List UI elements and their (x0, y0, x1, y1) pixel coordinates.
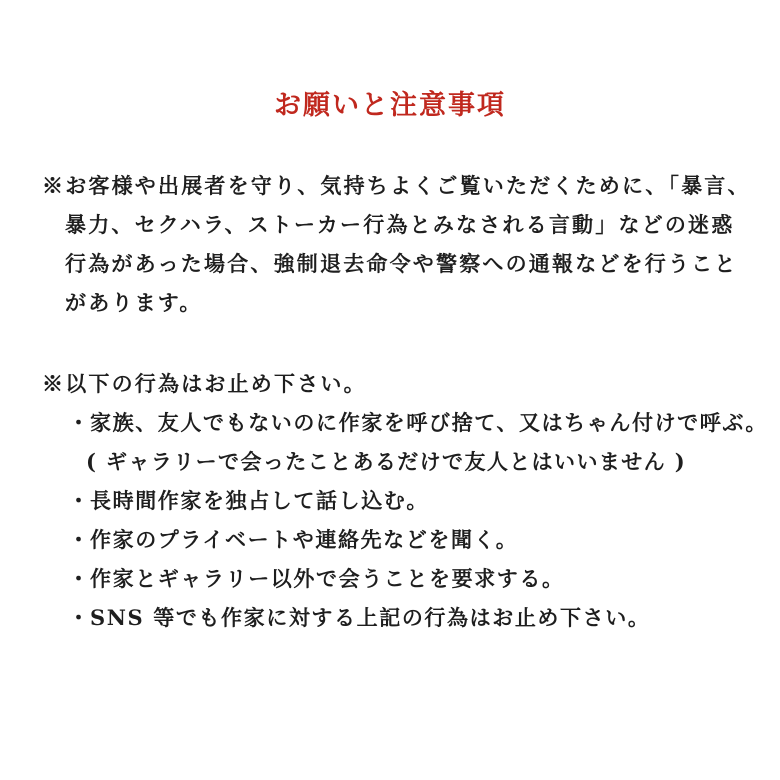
prohibited-actions (42, 364, 772, 637)
list-item (42, 481, 772, 520)
notice-line: 暴力、セクハラ、ストーカー行為とみなされる言動」などの迷惑 (65, 212, 735, 237)
list-item-note (42, 442, 772, 481)
prohibited-list (42, 403, 772, 637)
list-item-text: 家族、友人でもないのに作家を呼び捨て、又はちゃん付けで呼ぶ。 (90, 410, 768, 435)
general-notice (42, 166, 762, 322)
bullet-icon: ・ (68, 566, 91, 591)
list-item (42, 559, 772, 598)
list-item (42, 598, 772, 637)
bullet-icon: ・ (68, 605, 91, 630)
list-item-text: 作家のプライベートや連絡先などを聞く。 (90, 527, 519, 552)
bullet-icon: ・ (68, 488, 91, 513)
bullet-icon: ・ (68, 527, 91, 552)
page-title: お願いと注意事項 (274, 90, 506, 122)
list-item (42, 520, 772, 559)
list-item-text: SNS 等でも作家に対する上記の行為はお止め下さい。 (90, 605, 651, 630)
list-item (42, 403, 772, 442)
bullet-icon: ・ (68, 410, 91, 435)
notice-line: 行為があった場合、強制退去命令や警察への通報などを行うこと (65, 251, 738, 276)
list-item-note-text: ( ギャラリーで会ったことあるだけで友人とはいいません ) (86, 449, 687, 474)
prohibited-heading: ※以下の行為はお止め下さい。 (42, 371, 367, 396)
list-item-text: 長時間作家を独占して話し込む。 (90, 488, 429, 513)
list-item-text: 作家とギャラリー以外で会うことを要求する。 (90, 566, 565, 591)
notice-line: があります。 (65, 290, 203, 315)
notice-line: ※お客様や出展者を守り、気持ちよくご覧いただくために、「暴言、 (42, 173, 751, 198)
